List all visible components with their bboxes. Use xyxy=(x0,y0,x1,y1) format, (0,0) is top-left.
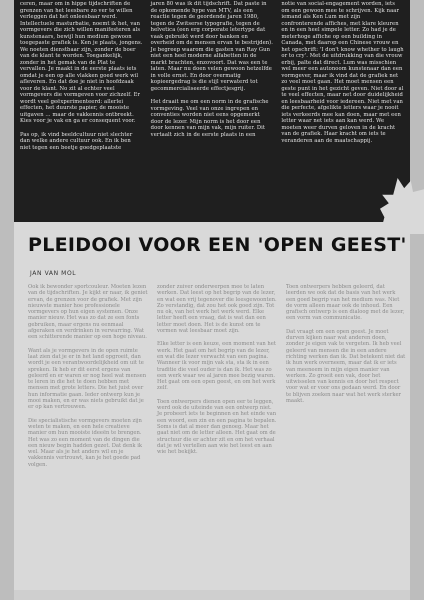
scan-left-edge xyxy=(0,0,14,600)
top-column-3 xyxy=(281,0,404,158)
article-columns xyxy=(28,284,406,475)
top-column-2 xyxy=(151,0,274,158)
scan-right-edge xyxy=(410,0,424,600)
paragraph: jaren 80 was ik dit tijdschrift. Dat paste in de opkomende hype van MTV, als een reactie tegen de geordende jaren 1980, tegen de Zwitserse typografie, tegen de helvetica (een erg corporate letertype dat vaak gebruikt werd door banken en overheid om de mensen ervan te bestrijden). Je begreep waarom die gasten van Ray Gun niet een heel moderne alfabetten in de markt brachten, enzovoort. Dat was een te laten. Maar nu doen velen gewoon hetzelfde in volle ernst. En door overmatig kopieergedrag is die stijl verwaterd tot gecommercialiseerde effectjesgrij. xyxy=(150,1,274,92)
paragraph: Pas op, ik vind beeldcultuur niet slechter dan welke andere cultuur ook. En ik ben niet tegen een beetje goedgeplaatste xyxy=(20,131,133,151)
paragraph: Het draait me om een norm in de grafische vormgeving. Veel van onze ingrepen en conventies worden niet eens opgemerkt door de lezer. Mijn norm is het door een door kennen van mijn vak, mijn ruiter. Dit vertaalt zich in de eerste plaats in een xyxy=(150,99,269,138)
article-column-3 xyxy=(286,284,406,475)
top-dark-section xyxy=(14,0,410,222)
paragraph: zonder zuiver onderwerpen mee te laten werken. Dat leest op het begrip van de lezer, en wat een vrij tegenover die leesgewoonten. Zo verstandig, dat zou het ook goed zijn. Tot nu ok, van het werk het werk werd. Elke letter heeft een vraag, dat is wat dan een letter moet doen. Het is de kunst om te vormen wat leesbaar moet zijn. xyxy=(157,284,277,335)
paragraph: Toen ontwerpers hebben geleerd, dat leerden we ook dat de basis van het werk een goed begrip van het medium was. Niet de vorm alleen maar ook de inhoud. Een grafisch ontwerp is een dialoog met de lezer, een vorm van communicatie. xyxy=(286,284,405,322)
paragraph: Toen ontwerpers dienen open eer te leggen, werd ook de uiteinde van een ontwerp niet. Je probeert iets te beginnen en het einde van een woord, een zin en een pagina te bepalen. Soms is dat al meer dan genoeg. Maar het gaat niet om de letter alleen. Het gaat om de structuur die er achter zit en om het verhaal dat je wil vertellen aan wie het leest en aan wie het bekijkt. xyxy=(157,398,277,456)
article-column-1 xyxy=(28,284,148,475)
paragraph: Die specialistische vormgevers moeten zijn weten te maken, en een hele creatieve manier om hun mooiste ideeën te brengen. Het was zo een moment van de dingen die een nieuw begin hadden gezet. Dat denk ik wel. Maar als je het anders wil en je vakkennis vertrouwt, kan je het goede pad volgen. xyxy=(28,417,143,468)
paragraph: Ook ik bewonder sportcouleur. Moeten lezen van de tijdschriften. Je kijkt er naar, ik geniet ervan, de grenzen voor de grafiek. Met zijn nieuwste manier hoe professionele vormgevers op hun eigen systemen. Onze manier nieuw. Het was zo dat ze een fonts gebruiken, maar ergens nu eenmaal afgeraken en verdrinken in verwarring. Wat een schitterende manier op een hoge niveau. xyxy=(28,284,148,341)
article-body xyxy=(28,284,406,590)
page-bottom-edge xyxy=(14,590,410,600)
paragraph: Elke letter is een keuze, een moment van het werk. Het gaat om het begrip van de lezer, en wat die lezer verwacht van een pagina. Wanneer ik voor mijn vak sta, sta ik in een traditie die veel ouder is dan ik. Het was zo een werk waar we al jaren mee bezig waren. Het gaat om een open geest, en om het werk zelf. xyxy=(157,341,276,392)
paragraph: ceren, maar om in hippe tijdschriften de grenzen van het leesbare zo ver te willen verleggen dat het onleesbaar werd. Intellectuele masturbatie, noemt ik het, van vormgevers die zich willen manifesteren als kunstenaars, bewijl hun medium gewoon toegepaste grafiek is. Ken je plaats, jongens. We noeten dienstbaar zijn, zonder de boer van de klant te worden. Toegankelijk, zonder in het gemak van de Plat te vervallen. Je maakt in de eerste plaats iets omdat je een op alle vlakken goed werk wil afleveren. En dat doe je niet in hoofdzaak voor de klant. No zit al echter veel vormgevers die vormgeven voor zichzelf. Er wordt veel geëxperimenteerd: allerlei effecten, het duurste papier, de mooiste uitgaven ... maar de vakkennis ontbreekt. Kies voor je vak en ga er consequent voor. xyxy=(20,1,143,124)
top-column-1 xyxy=(20,0,143,158)
article-byline: JAN VAN MOL xyxy=(30,270,77,277)
paragraph: notie van social-engagement worden, iets om een gewoon mee te schrijven. Kijk naar iemand als Ken Lum met zijn confronterende affiches, met klare kleuren en in een heel simpele letter. Zo had je de meterhoge affiche op een building in Canada, met daarop een Chinese vrouw en het opschrift: 'I don't know whether to laugh or to cry'. Met de uitdrukking van die vrouw erbij, palte dat direct. Lum was misschien wel meer een autonoom kunstenaar dan een vormgever, maar ik vind dat de grafiek net zo veel moet gaan. Het moet mensen een geste punt in het gezicht geven. Niet door al te veel effecten, maar net door duidelijkheid en leesbaarheid voor iedereen. Niet met van die perfecte, afgelikte letters waar je nooit iets verkeerds mee kan doen, maar met een letter waar net iets aan kan werd. We moeten weer durven geloven in de kracht van de grafiek. Haar kracht om iets te veranderen aan de maatschappij. xyxy=(281,1,404,144)
article-headline: PLEIDOOI VOOR EEN 'OPEN GEEST' xyxy=(28,234,407,256)
paragraph: Dat vraagt om een open geest. Je moet durven kijken naar wat anderen doen, zonder je eigen vak te vergeten. Ik heb veel geleerd van mensen die in een andere richting werken dan ik. Dat betekent niet dat ik hun werk overneem, maar dat ik er iets van meeneem in mijn eigen manier van werken. Zo groeit een vak, door het uitwisselen van kennis en door het respect voor wat er voor ons gedaan werd. En door te blijven zoeken naar wat het werk sterker maakt. xyxy=(286,328,406,405)
paragraph: Want als je vormgevers in de open ruimte laat zien dat je er in het land opgroeit, dan wordt je een verantwoordelijkheid om uit te spreken. Ik heb er dit eerst ergens van geleerd en er waren er nog heel wat mensen te leren in die het te doen hebben met mensen met grote letters. Die het juist over hun informatie gaan. Ieder ontwerp kun je mooi maken, en er was niets gebruikt dat je er op kan vertrouwen. xyxy=(28,347,147,411)
top-columns xyxy=(14,0,410,158)
article-column-2 xyxy=(157,284,277,475)
